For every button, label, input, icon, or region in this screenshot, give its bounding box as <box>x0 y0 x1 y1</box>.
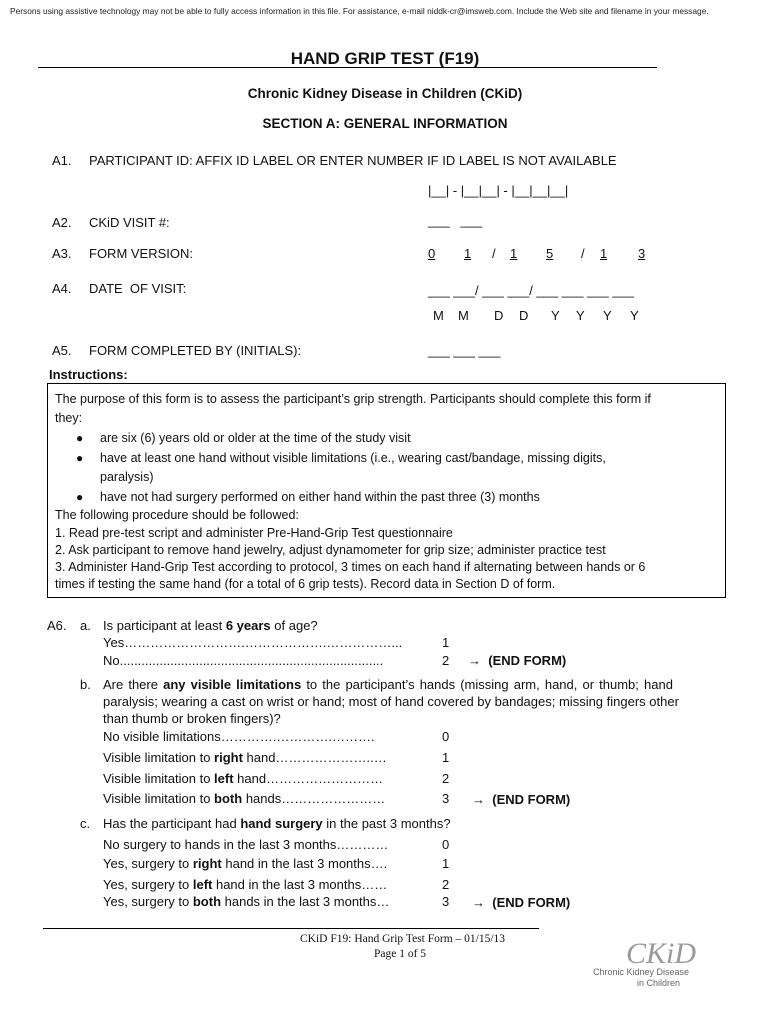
date-legend-letter: M <box>433 308 444 323</box>
eligibility-item: have at least one hand without visible limitations (i.e., wearing cast/bandage, missing digits, <box>100 451 606 465</box>
footer-divider <box>43 928 539 929</box>
a6c-option[interactable]: No surgery to hands in the last 3 months………… <box>103 837 389 852</box>
a6c-code: 1 <box>442 856 450 871</box>
footer-page-number: Page 1 of 5 <box>373 948 427 960</box>
end-form-instruction: → (END FORM) <box>468 653 567 668</box>
visit-date-field[interactable]: ___ ___/ ___ ___/ ___ ___ ___ ___ <box>428 283 635 298</box>
bullet-icon: ● <box>76 451 84 465</box>
a6b-option[interactable]: Visible limitation to right hand…………………..… <box>103 750 387 765</box>
a6c-question: Has the participant had hand surgery in the past 3 months? <box>103 816 451 831</box>
a3-number: A3. <box>52 246 72 261</box>
instructions-box <box>47 383 726 598</box>
accessibility-notice: Persons using assistive technology may not be able to fully access information in this file. For assistance, e-mail niddk-cr@imsweb.com. Include the Web site and filename in your message. <box>10 6 709 16</box>
a6b-code: 3 <box>442 791 450 806</box>
form-version-digit: 0 <box>428 246 436 261</box>
instructions-intro: they: <box>55 411 83 425</box>
eligibility-item: paralysis) <box>100 470 154 484</box>
title-divider <box>38 67 657 68</box>
end-form-instruction: → (END FORM) <box>472 895 571 910</box>
initials-field[interactable]: ___ ___ ___ <box>428 343 501 358</box>
procedure-step: 1. Read pre-test script and administer Pre-Hand-Grip Test questionnaire <box>55 526 453 540</box>
form-version-digit: 1 <box>600 246 608 261</box>
date-legend-letter: Y <box>576 308 585 323</box>
right-arrow-icon: → <box>472 895 485 910</box>
a6a-option-yes[interactable]: Yes……………………….……………….……………... <box>103 635 403 650</box>
right-arrow-icon: → <box>468 653 481 668</box>
a6b-code: 1 <box>442 750 450 765</box>
a6c-code: 3 <box>442 894 450 909</box>
section-heading: SECTION A: GENERAL INFORMATION <box>262 116 508 131</box>
a6c-code: 0 <box>442 837 450 852</box>
a5-label: FORM COMPLETED BY (INITIALS): <box>89 343 302 358</box>
a6b-question: Are there any visible limitations to the participant’s hands (missing arm, hand, or thumb; hand <box>103 677 673 692</box>
a4-label: DATE OF VISIT: <box>89 281 187 296</box>
page-title: HAND GRIP TEST (F19) <box>290 49 480 68</box>
a6-number: A6. <box>47 618 67 633</box>
a3-label: FORM VERSION: <box>89 246 194 261</box>
study-name: Chronic Kidney Disease in Children (CKiD) <box>247 86 523 101</box>
a4-number: A4. <box>52 281 72 296</box>
date-legend-letter: M <box>458 308 469 323</box>
eligibility-item: are six (6) years old or older at the time of the study visit <box>100 431 411 445</box>
a6c-letter: c. <box>80 816 91 831</box>
instructions-heading: Instructions: <box>49 367 128 382</box>
date-legend-letter: D <box>519 308 529 323</box>
form-version-slash: / <box>581 246 585 261</box>
a2-label: CKiD VISIT #: <box>89 215 170 230</box>
end-form-instruction: → (END FORM) <box>472 792 571 807</box>
participant-id-field[interactable]: |__| - |__|__| - |__|__|__| <box>428 183 569 198</box>
a6a-code: 2 <box>442 653 450 668</box>
logo-mark: CKiD <box>626 937 697 970</box>
a2-number: A2. <box>52 215 72 230</box>
a6b-question: paralysis; wearing a cast on wrist or hand; most of hand covered by bandages; missing fingers other <box>103 694 679 709</box>
form-version-digit: 5 <box>546 246 554 261</box>
ckid-logo <box>590 929 700 991</box>
date-legend-letter: Y <box>551 308 560 323</box>
right-arrow-icon: → <box>472 792 485 807</box>
a6a-code: 1 <box>442 635 450 650</box>
procedure-step: 3. Administer Hand-Grip Test according to protocol, 3 times on each hand if alternating between hands or 6 <box>55 560 646 574</box>
form-version-digit: 3 <box>638 246 646 261</box>
form-version-slash: / <box>492 246 496 261</box>
a6b-code: 2 <box>442 771 450 786</box>
bullet-icon: ● <box>76 490 84 504</box>
a1-number: A1. <box>52 153 72 168</box>
date-legend-letter: Y <box>603 308 612 323</box>
bullet-icon: ● <box>76 431 84 445</box>
a6b-option[interactable]: Visible limitation to left hand……………………… <box>103 771 384 786</box>
form-version-digit: 1 <box>510 246 518 261</box>
eligibility-item: have not had surgery performed on either hand within the past three (3) months <box>100 490 540 504</box>
date-legend-letter: D <box>494 308 504 323</box>
visit-number-field[interactable]: ___ ___ <box>428 213 483 228</box>
a6b-question: than thumb or broken fingers)? <box>103 711 281 726</box>
a6a-question: Is participant at least 6 years of age? <box>103 618 318 633</box>
instructions-intro: The purpose of this form is to assess the participant’s grip strength. Participants should complete this form if <box>55 392 651 406</box>
procedure-step: 2. Ask participant to remove hand jewelry, adjust dynamometer for grip size; administer practice test <box>55 543 606 557</box>
form-version-digit: 1 <box>464 246 472 261</box>
procedure-heading: The following procedure should be followed: <box>55 508 299 522</box>
a6b-option[interactable]: Visible limitation to both hands…………………… <box>103 791 386 806</box>
a6a-option-no[interactable]: No......................................................................... <box>103 653 384 668</box>
a6a-letter: a. <box>80 618 91 633</box>
procedure-step: times if testing the same hand (for a total of 6 grip tests). Record data in Section D of form. <box>55 577 556 591</box>
a6c-option[interactable]: Yes, surgery to left hand in the last 3 months…… <box>103 877 388 892</box>
a6b-letter: b. <box>80 677 91 692</box>
date-legend-letter: Y <box>630 308 639 323</box>
logo-line-1: Chronic Kidney Disease <box>593 967 690 977</box>
a6c-option[interactable]: Yes, surgery to right hand in the last 3 months…. <box>103 856 388 871</box>
a1-label: PARTICIPANT ID: AFFIX ID LABEL OR ENTER NUMBER IF ID LABEL IS NOT AVAILABLE <box>89 153 617 168</box>
a6c-option[interactable]: Yes, surgery to both hands in the last 3 months… <box>103 894 390 909</box>
a6b-option[interactable]: No visible limitations………….………….………. <box>103 729 375 744</box>
a5-number: A5. <box>52 343 72 358</box>
a6b-code: 0 <box>442 729 450 744</box>
footer-form-name: CKiD F19: Hand Grip Test Form – 01/15/13 <box>300 933 506 945</box>
logo-line-2: in Children <box>637 978 681 988</box>
a6c-code: 2 <box>442 877 450 892</box>
